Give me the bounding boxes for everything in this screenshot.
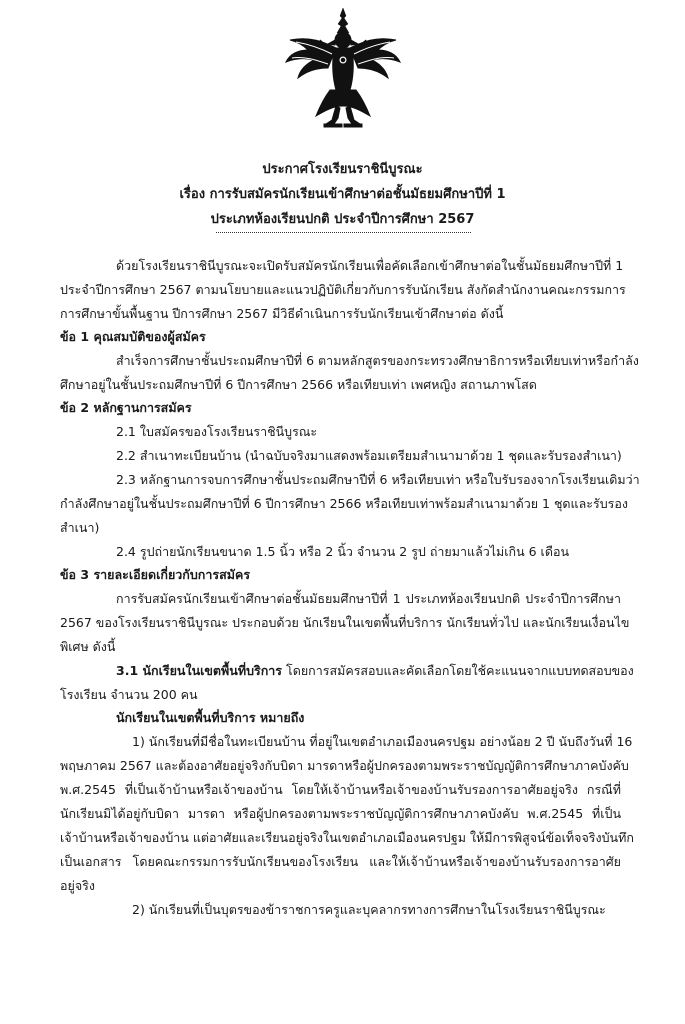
subsection-3-1-line-2: โรงเรียน จำนวน 200 คน [60,687,198,702]
subsection-3-1-text: โดยการสมัครสอบและคัดเลือกโดยใช้คะแนนจากแบบทดสอบของ [282,663,634,678]
intro-line-2: ประจำปีการศึกษา 2567 ตามนโยบายและแนวปฏิบัติเกี่ยวกับการรับนักเรียน สังกัดสำนักงานคณะกรรมการ [60,282,626,297]
section-1-line-2: ศึกษาอยู่ในชั้นประถมศึกษาปีที่ 6 ปีการศึกษา 2566 หรือเทียบเท่า เพศหญิง สถานภาพโสด [60,377,537,392]
section-2-item-3-line-2: กำลังศึกษาอยู่ในชั้นประถมศึกษาปีที่ 6 ปีการศึกษา 2566 หรือเทียบเท่าพร้อมสำเนามาด้วย 1 ชุดและรับรอง [60,496,628,511]
definition-1-line-5: เจ้าบ้านหรือเจ้าของบ้าน แต่อาศัยและเรียนอยู่จริงในเขตอำเภอเมืองนครปฐม ให้มีการพิสูจน์ข้อเท็จจริงบันทึก [60,830,634,845]
section-1-heading: ข้อ 1 คุณสมบัติของผู้สมัคร [60,329,206,344]
intro-line-3: การศึกษาขั้นพื้นฐาน ปีการศึกษา 2567 มีวิธีดำเนินการรับนักเรียนเข้าศึกษาต่อ ดังนี้ [60,306,504,321]
definition-1-line-1: 1) นักเรียนที่มีชื่อในทะเบียนบ้าน ที่อยู่ในเขตอำเภอเมืองนครปฐม อย่างน้อย 2 ปี นับถึงวันที่ 16 [132,734,633,749]
section-2-item-2: 2.2 สำเนาทะเบียนบ้าน (นำฉบับจริงมาแสดงพร้อมเตรียมสำเนามาด้วย 1 ชุดและรับรองสำเนา) [116,448,622,463]
subsection-3-1-line-1 [116,661,634,681]
definition-1-line-3: พ.ศ.2545 ที่เป็นเจ้าบ้านหรือเจ้าของบ้าน โดยให้เจ้าบ้านหรือเจ้าของบ้านรับรองการอาศัยอยู่จริง กรณีที่ [60,782,621,797]
definition-1-line-2: พฤษภาคม 2567 และต้องอาศัยอยู่จริงกับบิดา มารดาหรือผู้ปกครองตามพระราชบัญญัติการศึกษาภาคบังคับ [60,758,629,773]
section-2-item-3-line-3: สำเนา) [60,520,100,535]
garuda-emblem-icon [284,6,402,130]
section-2-heading: ข้อ 2 หลักฐานการสมัคร [60,400,192,415]
dotted-divider [216,232,471,233]
definition-heading: นักเรียนในเขตพื้นที่บริการ หมายถึง [116,710,305,725]
section-3-line-1: การรับสมัครนักเรียนเข้าศึกษาต่อชั้นมัธยมศึกษาปีที่ 1 ประเภทห้องเรียนปกติ ประจำปีการศึกษา [116,591,621,606]
announcement-subject: เรื่อง การรับสมัครนักเรียนเข้าศึกษาต่อชั้นมัธยมศึกษาปีที่ 1 [179,187,506,202]
section-2-item-1: 2.1 ใบสมัครของโรงเรียนราชินีบูรณะ [116,424,318,439]
definition-2-line-1: 2) นักเรียนที่เป็นบุตรของข้าราชการครูและบุคลากรทางการศึกษาในโรงเรียนราชินีบูรณะ [132,902,606,917]
section-2-item-3-line-1: 2.3 หลักฐานการจบการศึกษาชั้นประถมศึกษาปีที่ 6 หรือเทียบเท่า หรือใบรับรองจากโรงเรียนเดิมว่า [116,472,640,487]
section-2-item-4: 2.4 รูปถ่ายนักเรียนขนาด 1.5 นิ้ว หรือ 2 นิ้ว จำนวน 2 รูป ถ่ายมาแล้วไม่เกิน 6 เดือน [116,544,570,559]
section-3-line-3: พิเศษ ดังนี้ [60,639,116,654]
definition-1-line-7: อยู่จริง [60,878,95,893]
section-3-heading: ข้อ 3 รายละเอียดเกี่ยวกับการสมัคร [60,567,251,582]
section-3-line-2: 2567 ของโรงเรียนราชินีบูรณะ ประกอบด้วย นักเรียนในเขตพื้นที่บริการ นักเรียนทั่วไป และนักเรียนเงื่อนไข [60,615,630,630]
subsection-3-1-title: 3.1 นักเรียนในเขตพื้นที่บริการ [116,663,283,678]
definition-1-line-6: เป็นเอกสาร โดยคณะกรรมการรับนักเรียนของโรงเรียน และให้เจ้าบ้านหรือเจ้าของบ้านรับรองการอาศัย [60,854,621,869]
definition-1-line-4: นักเรียนมิได้อยู่กับบิดา มารดา หรือผู้ปกครองตามพระราชบัญญัติการศึกษาภาคบังคับ พ.ศ.2545 ที่เป็น [60,806,621,821]
announcement-subtitle: ประเภทห้องเรียนปกติ ประจำปีการศึกษา 2567 [210,212,475,227]
section-1-line-1: สำเร็จการศึกษาชั้นประถมศึกษาปีที่ 6 ตามหลักสูตรของกระทรวงศึกษาธิการหรือเทียบเท่าหรือกำลัง [116,353,639,368]
intro-line-1: ด้วยโรงเรียนราชินีบูรณะจะเปิดรับสมัครนักเรียนเพื่อคัดเลือกเข้าศึกษาต่อในชั้นมัธยมศึกษาปีที่ 1 [116,258,624,273]
announcement-title: ประกาศโรงเรียนราชินีบูรณะ [262,162,423,177]
